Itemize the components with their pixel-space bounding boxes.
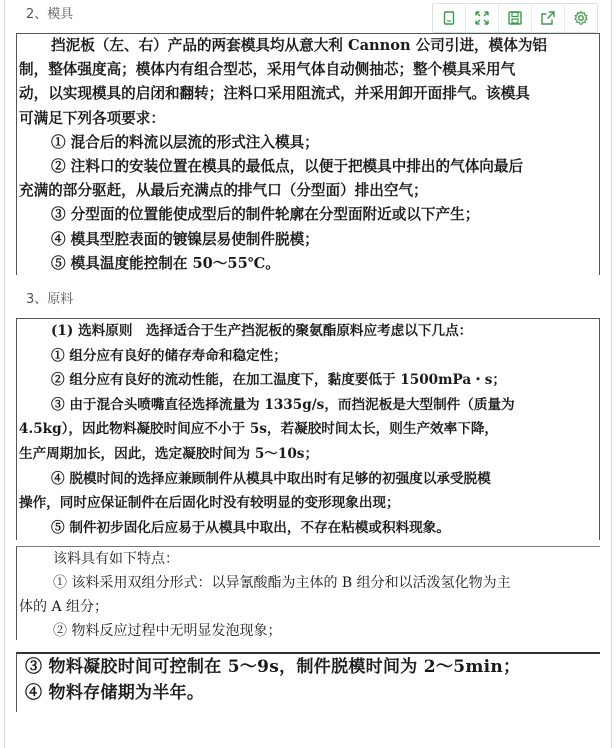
expand-button[interactable] — [466, 4, 499, 32]
copy-icon — [441, 10, 457, 26]
text-line: 体的 A 组分； — [19, 599, 109, 615]
share-button[interactable] — [532, 4, 565, 32]
text-line: ② 物料反应过程中无明显发泡现象； — [53, 623, 282, 639]
text-line: 挡泥板（左、右）产品的两套模具均从意大利 Cannon 公司引进，模体为铝 — [51, 37, 548, 54]
text-line: ④ 物料存储期为半年。 — [25, 683, 205, 703]
material-features-scan — [16, 546, 600, 640]
text-line: 4.5kg），因此物料凝胶时间应不小于 5s，若凝胶时间太长，则生产效率下降， — [19, 421, 499, 438]
text-line: ③ 由于混合头喷嘴直径选择流量为 1335g/s，而挡泥板是大型制件（质量为 — [51, 396, 515, 413]
settings-button[interactable] — [565, 4, 597, 32]
save-icon — [507, 10, 523, 26]
copy-button[interactable] — [433, 4, 466, 32]
text-line: (1) 选料原则 选择适合于生产挡泥板的聚氨酯原料应考虑以下几点： — [51, 323, 473, 339]
text-line: 生产周期加长，因此，选定凝胶时间为 5～10s； — [19, 445, 319, 462]
material-properties-scan — [16, 652, 600, 712]
text-line: ① 该料采用双组分形式：以异氰酸酯为主体的 B 组分和以活泼氢化物为主 — [53, 575, 511, 591]
text-line: ① 组分应有良好的储存寿命和稳定性； — [51, 347, 287, 364]
text-line: 可满足下列各项要求： — [19, 109, 165, 127]
text-line: ④ 脱模时间的选择应兼顾制件从模具中取出时有足够的初强度以承受脱模 — [51, 470, 491, 487]
text-line: ② 组分应有良好的流动性能，在加工温度下，黏度要低于 1500mPa・s； — [51, 372, 507, 389]
text-line: 操作，同时应保证制件在后固化时没有较明显的变形现象出现； — [19, 495, 400, 512]
text-line: ② 注料口的安装位置在模具的最低点，以便于把模具中排出的气体向最后 — [51, 157, 524, 175]
settings-icon — [573, 10, 589, 26]
text-line: ⑤ 制件初步固化后应易于从模具中取出，不存在粘模或积料现象。 — [51, 519, 450, 536]
text-line: ③ 物料凝胶时间可控制在 5～9s，制件脱模时间为 2～5min； — [25, 657, 521, 677]
text-line: 制，整体强度高；模体内有组合型芯，采用气体自动侧抽芯；整个模具采用气 — [19, 61, 516, 79]
text-line: ③ 分型面的位置能使成型后的制件轮廓在分型面附近或以下产生； — [51, 206, 480, 224]
text-line: 该料具有如下特点： — [53, 551, 179, 567]
image-toolbar — [432, 3, 598, 33]
expand-icon — [474, 10, 490, 26]
share-icon — [540, 10, 556, 26]
section-heading-mold: 2、模具 — [26, 7, 74, 22]
text-line: ④ 模具型腔表面的镀镍层易使制件脱模； — [51, 230, 319, 248]
text-line: ① 混合后的料流以层流的形式注入模具； — [51, 133, 319, 151]
section-heading-material: 3、原料 — [26, 292, 74, 307]
material-selection-scan — [16, 318, 600, 540]
save-button[interactable] — [499, 4, 532, 32]
mold-description-scan — [16, 33, 600, 275]
text-line: ⑤ 模具温度能控制在 50～55℃。 — [51, 254, 280, 272]
text-line: 充满的部分驱赶，从最后充满点的排气口（分型面）排出空气； — [19, 182, 428, 200]
text-line: 动，以实现模具的启闭和翻转；注料口采用阻流式，并采用卸开面排气。该模具 — [19, 85, 530, 103]
